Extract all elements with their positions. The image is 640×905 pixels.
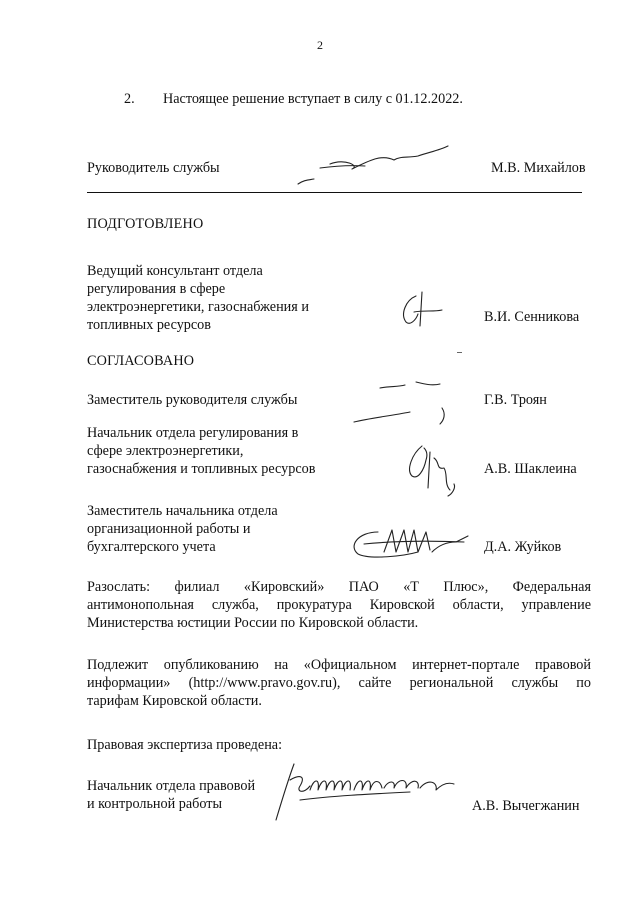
distribution-line: Министерства юстиции России по Кировской области. — [87, 615, 419, 631]
prepared-position-line: Ведущий консультант отдела — [87, 263, 263, 279]
agreed-signer-2-position — [87, 424, 367, 478]
agreed-signer-3-signature — [344, 522, 474, 562]
agreed-signer-3-name: Д.А. Жуйков — [484, 539, 562, 555]
position-line: организационной работы и — [87, 521, 251, 537]
head-signature — [290, 136, 450, 192]
item-text: Настоящее решение вступает в силу с 01.12.2022. — [163, 91, 463, 107]
page-number: 2 — [317, 38, 323, 52]
position-line: и контрольной работы — [87, 796, 222, 812]
prepared-signature — [398, 290, 448, 330]
agreed-signer-1-signature — [350, 378, 460, 428]
agreed-signer-1-position — [87, 391, 367, 409]
prepared-position-line: электроэнергетики, газоснабжения и — [87, 299, 309, 315]
agreed-signer-2-name: А.В. Шаклеина — [484, 461, 577, 477]
position-line: Начальник отдела правовой — [87, 778, 256, 794]
distribution-line: антимонопольная служба, прокуратура Кировской области, управление — [87, 597, 591, 613]
position-line: Заместитель руководителя службы — [87, 392, 298, 408]
agreed-heading: СОГЛАСОВАНО — [87, 353, 195, 369]
item-number: 2. — [124, 91, 135, 107]
prepared-position — [87, 262, 367, 334]
prepared-position-line: регулирования в сфере — [87, 281, 226, 297]
legal-review-signature — [270, 760, 460, 830]
position-line: газоснабжения и топливных ресурсов — [87, 461, 316, 477]
publication-line: Подлежит опубликованию на «Официальном интернет-портале правовой — [87, 657, 591, 673]
agreed-signer-1-name: Г.В. Троян — [484, 392, 547, 408]
prepared-heading: ПОДГОТОВЛЕНО — [87, 216, 204, 232]
position-line: сфере электроэнергетики, — [87, 443, 244, 459]
legal-review-text: Правовая экспертиза проведена: — [87, 737, 283, 753]
legal-review-name: А.В. Вычегжанин — [472, 798, 580, 814]
distribution-line: Разослать: филиал «Кировский» ПАО «Т Плюс», Федеральная — [87, 579, 591, 595]
head-name: М.В. Михайлов — [491, 160, 586, 176]
position-line: Заместитель начальника отдела — [87, 503, 278, 519]
prepared-name: В.И. Сенникова — [484, 309, 580, 325]
position-line: Начальник отдела регулирования в — [87, 425, 299, 441]
publication-line: тарифам Кировской области. — [87, 693, 262, 709]
agreed-signer-3-position — [87, 502, 367, 556]
separator-line — [87, 192, 582, 193]
head-position: Руководитель службы — [87, 160, 220, 176]
position-line: бухгалтерского учета — [87, 539, 216, 555]
publication-line: информации» (http://www.pravo.gov.ru), сайте региональной службы по — [87, 675, 591, 691]
prepared-position-line: топливных ресурсов — [87, 317, 211, 333]
agreed-signer-2-signature — [400, 440, 470, 500]
margin-mark — [457, 352, 462, 353]
